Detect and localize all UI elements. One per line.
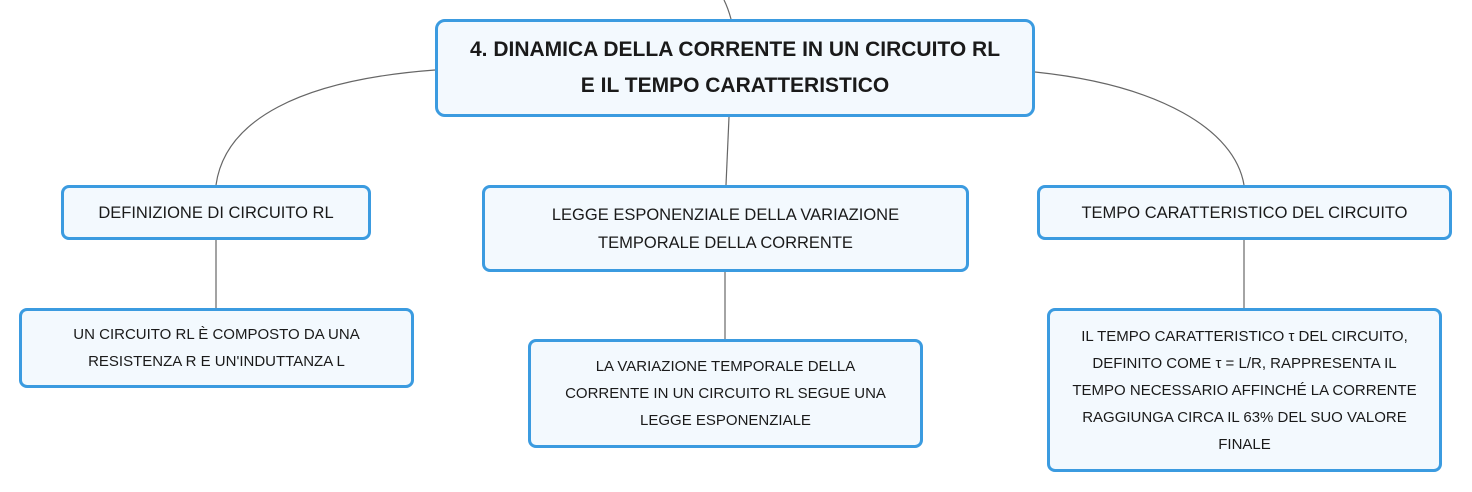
subtopic-text: RESISTENZA R E UN'INDUTTANZA L (88, 353, 345, 370)
topic-text: DEFINIZIONE DI CIRCUITO RL (98, 203, 334, 222)
topic-tempo-caratteristico[interactable] (1037, 185, 1452, 240)
subtopic-text: LA VARIAZIONE TEMPORALE DELLA (595, 358, 856, 375)
topic-text: TEMPO CARATTERISTICO DEL CIRCUITO (1081, 203, 1408, 222)
topic-text: TEMPORALE DELLA CORRENTE (598, 233, 853, 252)
central-topic-line-2: E IL TEMPO CARATTERISTICO (580, 74, 890, 97)
connector-parent-to-central (724, 0, 731, 19)
central-topic[interactable] (435, 19, 1035, 117)
connector-central-to-definizione (216, 70, 435, 185)
central-topic-line-1: 4. DINAMICA DELLA CORRENTE IN UN CIRCUITO RL (469, 38, 1001, 61)
subtopic-tempo-detail[interactable] (1047, 308, 1442, 472)
subtopic-text: LEGGE ESPONENZIALE (640, 412, 811, 429)
connector-central-to-legge (726, 117, 729, 185)
subtopic-text: DEFINITO COME τ = L/R, RAPPRESENTA IL (1092, 354, 1397, 372)
subtopic-text: RAGGIUNGA CIRCA IL 63% DEL SUO VALORE (1082, 408, 1407, 426)
topic-legge-esponenziale[interactable] (482, 185, 969, 272)
subtopic-text: CORRENTE IN UN CIRCUITO RL SEGUE UNA (565, 385, 886, 402)
subtopic-text: UN CIRCUITO RL È COMPOSTO DA UNA (73, 326, 360, 343)
subtopic-text: TEMPO NECESSARIO AFFINCHÉ LA CORRENTE (1072, 381, 1417, 399)
connector-central-to-tempo (1035, 72, 1244, 185)
subtopic-text: FINALE (1218, 435, 1271, 453)
subtopic-definizione-detail[interactable] (19, 308, 414, 388)
subtopic-legge-detail[interactable] (528, 339, 923, 448)
subtopic-text: IL TEMPO CARATTERISTICO τ DEL CIRCUITO, (1081, 327, 1408, 345)
topic-text: LEGGE ESPONENZIALE DELLA VARIAZIONE (551, 205, 900, 224)
topic-definizione-circuito-rl[interactable] (61, 185, 371, 240)
